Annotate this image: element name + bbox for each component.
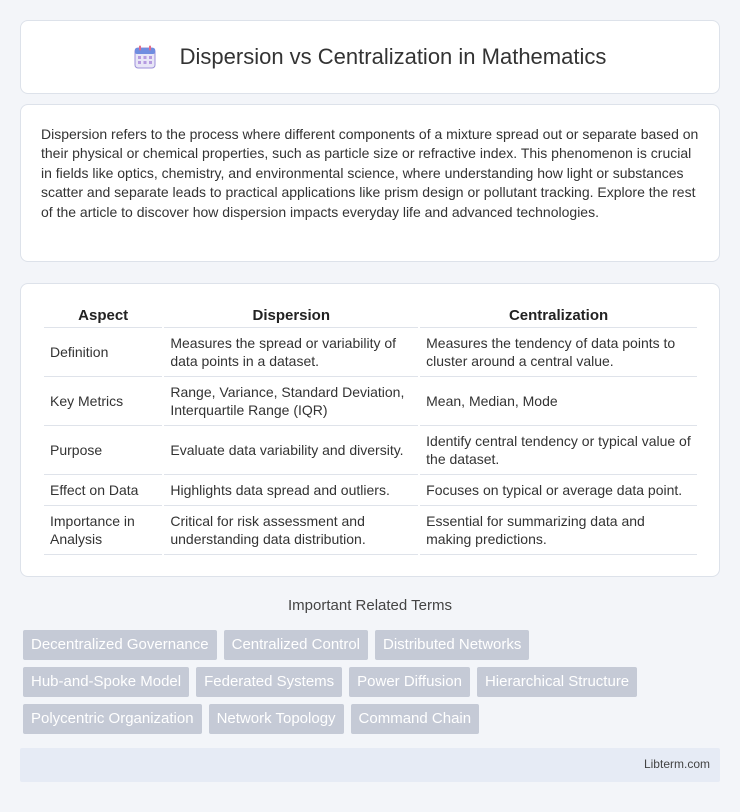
cell-dispersion: Range, Variance, Standard Deviation, Interquartile Range (IQR) xyxy=(164,377,418,426)
cell-aspect: Definition xyxy=(44,328,162,377)
footer-site-link[interactable]: Libterm.com xyxy=(643,757,710,771)
footer xyxy=(20,748,720,782)
title-card xyxy=(20,20,720,94)
tag-command-chain[interactable]: Command Chain xyxy=(351,704,480,734)
table-row xyxy=(44,506,697,555)
header-centralization: Centralization xyxy=(420,300,697,328)
tag-row xyxy=(23,704,723,734)
cell-centralization: Essential for summarizing data and making predictions. xyxy=(420,506,697,555)
cell-centralization: Focuses on typical or average data point. xyxy=(420,475,697,506)
intro-paragraph: Dispersion refers to the process where different components of a mixture spread out or separate based on their physical or chemical properties, such as particle size or refractive index. This phenomenon is crucial in fields like optics, chemistry, and environmental science, where understanding how light or substances scatter and separate leads to practical applications like prism design or pollutant tracking. Explore the rest of the article to discover how dispersion impacts everyday life and advanced technologies. xyxy=(41,126,699,220)
cell-dispersion: Measures the spread or variability of data points in a dataset. xyxy=(164,328,418,377)
tag-network-topology[interactable]: Network Topology xyxy=(209,704,344,734)
intro-card xyxy=(20,104,720,262)
table-row xyxy=(44,328,697,377)
cell-centralization: Mean, Median, Mode xyxy=(420,377,697,426)
tag-federated-systems[interactable]: Federated Systems xyxy=(196,667,342,697)
page-title: Dispersion vs Centralization in Mathematics xyxy=(179,44,607,69)
tag-polycentric-organization[interactable]: Polycentric Organization xyxy=(23,704,202,734)
cell-centralization: Identify central tendency or typical value of the dataset. xyxy=(420,426,697,475)
tag-centralized-control[interactable]: Centralized Control xyxy=(224,630,368,660)
table-row xyxy=(44,426,697,475)
comparison-card xyxy=(20,283,720,577)
tag-row xyxy=(23,630,723,660)
related-terms-tags xyxy=(23,630,723,741)
table-row xyxy=(44,377,697,426)
tag-hierarchical-structure[interactable]: Hierarchical Structure xyxy=(477,667,637,697)
cell-aspect: Effect on Data xyxy=(44,475,162,506)
cell-centralization: Measures the tendency of data points to cluster around a central value. xyxy=(420,328,697,377)
tag-distributed-networks[interactable]: Distributed Networks xyxy=(375,630,529,660)
cell-dispersion: Evaluate data variability and diversity. xyxy=(164,426,418,475)
calendar-icon xyxy=(134,45,156,69)
tag-row xyxy=(23,667,723,697)
table-row xyxy=(44,475,697,506)
cell-aspect: Key Metrics xyxy=(44,377,162,426)
table-header-row xyxy=(44,300,697,328)
cell-dispersion: Critical for risk assessment and understanding data distribution. xyxy=(164,506,418,555)
cell-dispersion: Highlights data spread and outliers. xyxy=(164,475,418,506)
tag-hub-and-spoke-model[interactable]: Hub-and-Spoke Model xyxy=(23,667,189,697)
tag-power-diffusion[interactable]: Power Diffusion xyxy=(349,667,470,697)
header-dispersion: Dispersion xyxy=(164,300,418,328)
comparison-table xyxy=(42,300,699,555)
cell-aspect: Purpose xyxy=(44,426,162,475)
related-terms-title: Important Related Terms xyxy=(288,597,452,614)
cell-aspect: Importance in Analysis xyxy=(44,506,162,555)
header-aspect: Aspect xyxy=(44,300,162,328)
tag-decentralized-governance[interactable]: Decentralized Governance xyxy=(23,630,217,660)
